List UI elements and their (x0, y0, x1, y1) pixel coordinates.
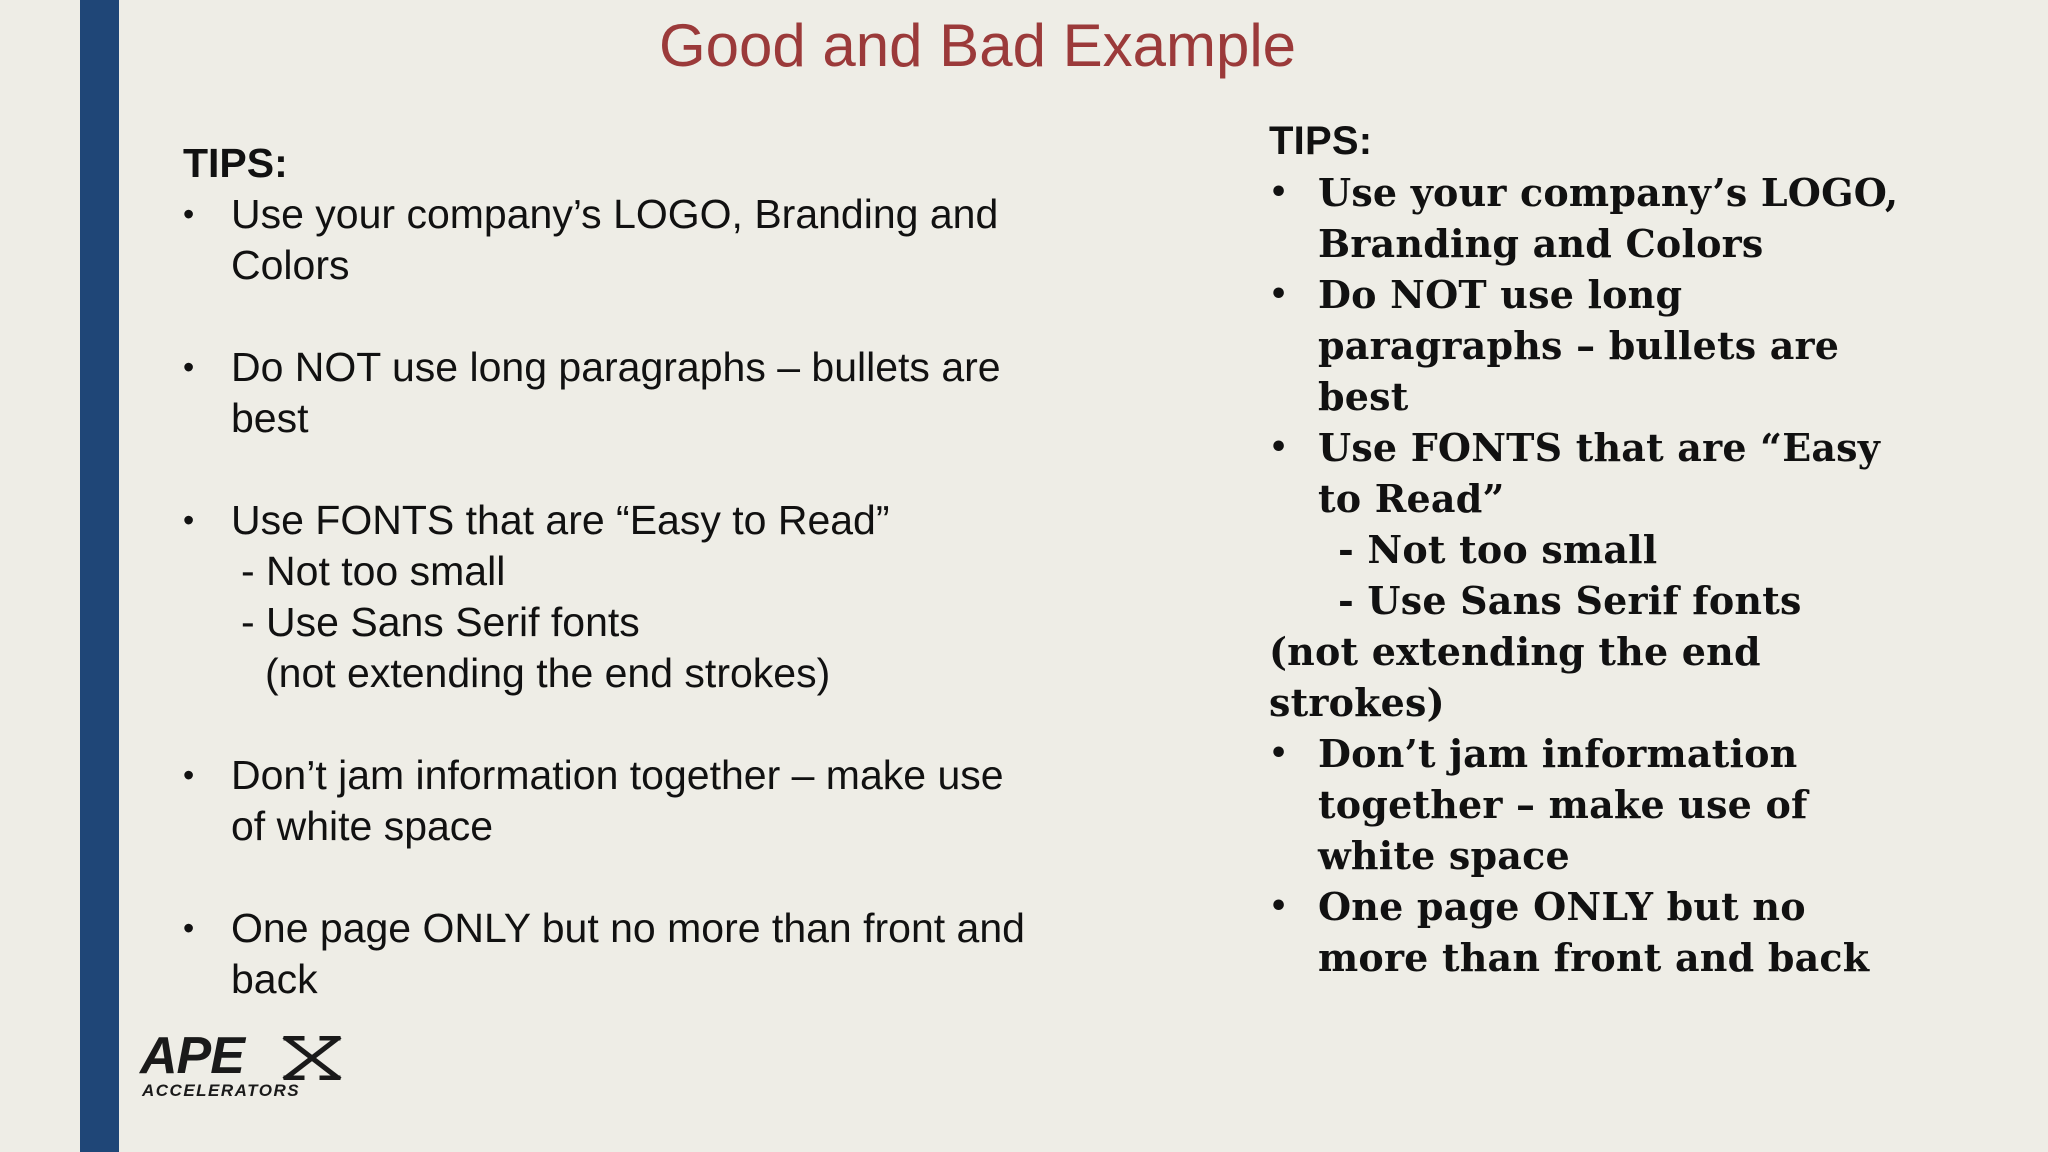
logo-x-icon (280, 1036, 344, 1080)
bad-tip-note: (not extending the end strokes) (1269, 629, 1761, 725)
bad-tips-heading: TIPS: (1269, 119, 1373, 163)
logo-wordmark: APE (140, 1027, 244, 1085)
bad-tip-text: Do NOT use long paragraphs – bullets are best (1318, 272, 1840, 419)
bad-tip-text: Don’t jam information together – make use of white space (1318, 731, 1808, 878)
bad-tip-white-space (1269, 728, 1929, 881)
good-tip-text: Don’t jam information together – make use of white space (231, 752, 1004, 849)
good-tip-text: Use your company’s LOGO, Branding and Colors (231, 191, 999, 288)
good-tip-subpoint: - Not too small (241, 548, 506, 594)
good-tips-heading: TIPS: (183, 140, 288, 186)
bad-tip-text: Use your company’s LOGO, Branding and Colors (1318, 170, 1899, 266)
bad-example-column (1269, 116, 1929, 983)
good-tip-logo (183, 189, 1043, 291)
good-tip-fonts (183, 495, 1043, 699)
bad-tips-list (1269, 167, 1929, 983)
logo-tagline: ACCELERATORS (142, 1081, 301, 1100)
good-tip-white-space (183, 750, 1043, 852)
bad-tip-one-page (1269, 881, 1929, 983)
bad-tip-subpoint: - Not too small (1338, 527, 1658, 572)
bad-tip-paragraphs (1269, 269, 1929, 422)
bad-tip-fonts (1269, 422, 1929, 728)
slide-title: Good and Bad Example (658, 12, 1297, 79)
good-example-column (183, 138, 1043, 1056)
bad-tip-text: Use FONTS that are “Easy to Read” (1318, 425, 1881, 521)
good-tip-one-page (183, 903, 1043, 1005)
side-accent-bar (80, 0, 119, 1152)
good-tip-subpoint: - Use Sans Serif fonts (241, 599, 640, 645)
bad-tip-text: One page ONLY but no more than front and back (1318, 884, 1870, 980)
good-tip-text: Use FONTS that are “Easy to Read” (231, 497, 890, 543)
good-tip-text: One page ONLY but no more than front and back (231, 905, 1025, 1002)
apex-accelerators-logo (140, 1027, 350, 1102)
bad-tip-logo (1269, 167, 1929, 269)
good-tips-list (183, 189, 1043, 1005)
good-tip-text: Do NOT use long paragraphs – bullets are best (231, 344, 1001, 441)
good-tip-paragraphs (183, 342, 1043, 444)
bad-tip-subpoint: - Use Sans Serif fonts (1338, 578, 1802, 623)
good-tip-note: (not extending the end strokes) (265, 650, 831, 696)
